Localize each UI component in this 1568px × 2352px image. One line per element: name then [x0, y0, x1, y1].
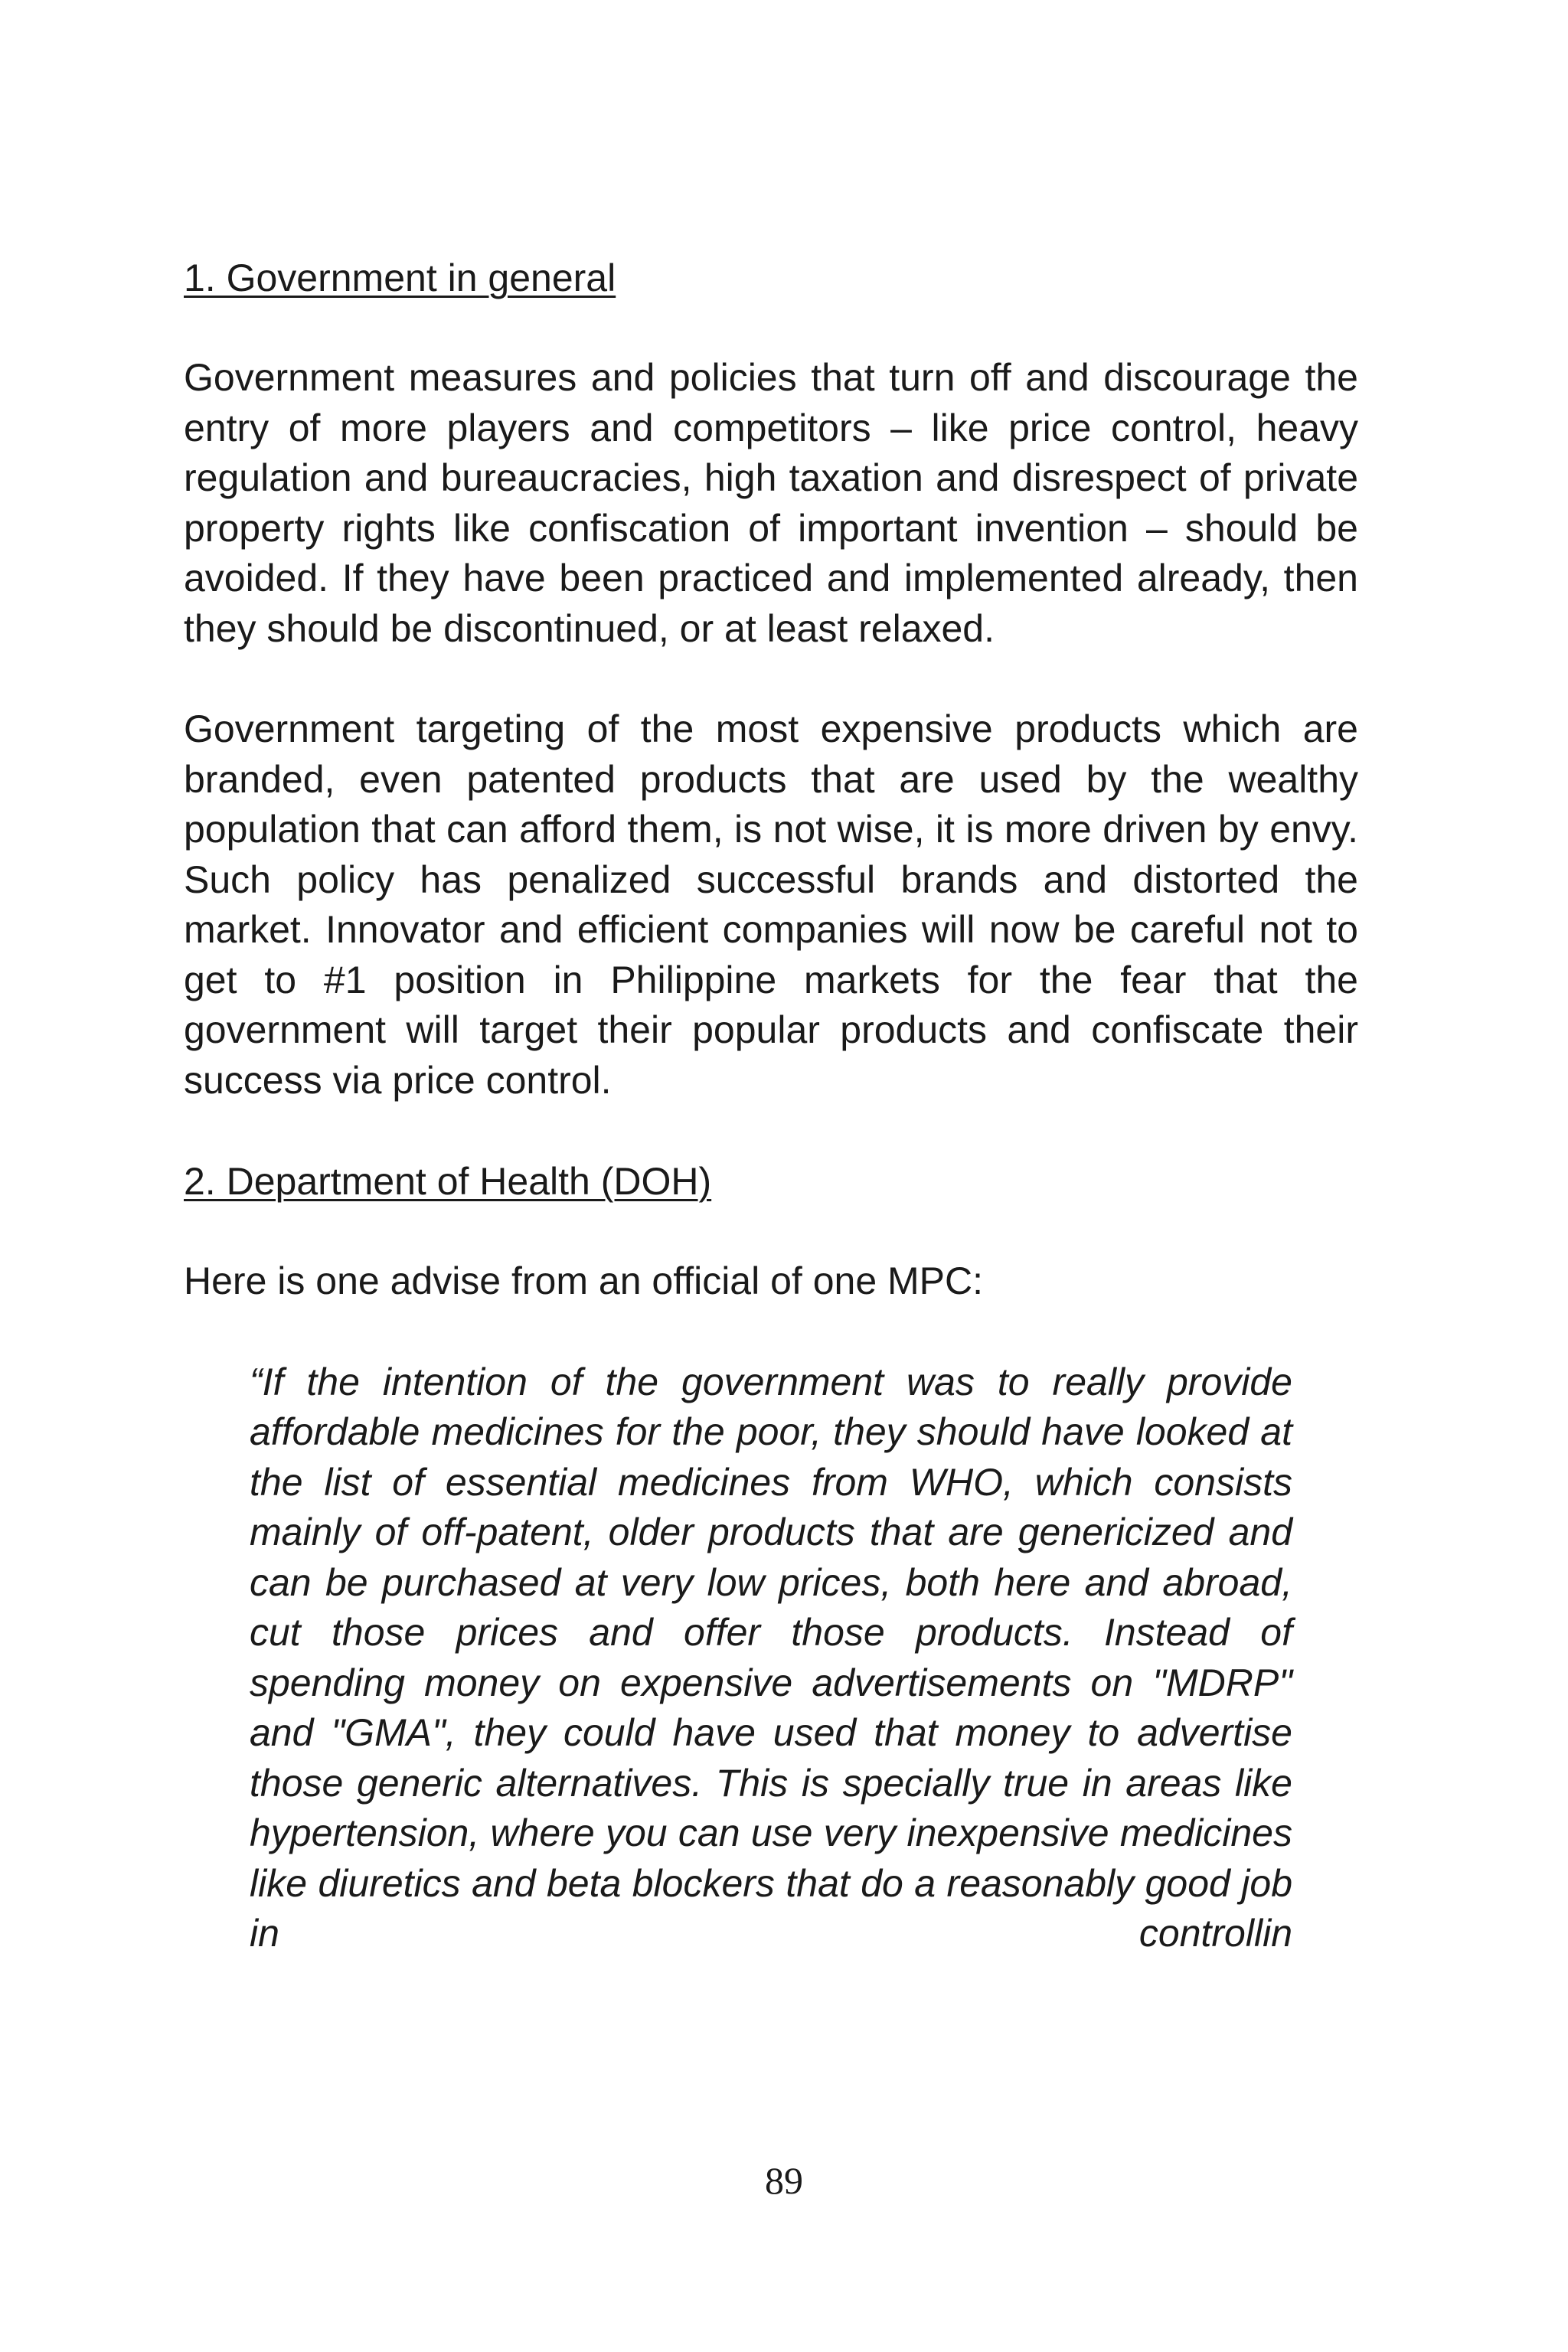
page-number: 89	[765, 2159, 803, 2202]
section-heading-doh: 2. Department of Health (DOH)	[184, 1160, 712, 1203]
block-quote: “If the intention of the government was to really provide affordable medicines for the poor, they should have looked at the list of essential medicines from WHO, which consists mainly of off-patent, older products that are genericized and can be purchased at very low prices, both here and abroad, cut those prices and offer those products. Instead of spending money on expensive advertisements on "MDRP" and "GMA", they could have used that money to advertise those generic alternatives. This is specially true in areas like hypertension, where you can use very inexpensive medicines like diuretics and beta blockers that do a reasonably good job in controllin	[250, 1360, 1292, 1955]
paragraph-government-measures: Government measures and policies that turn off and discourage the entry of more players and competitors – like price control, heavy regulation and bureaucracies, high taxation and disrespect of private property rights like confiscation of important invention – should be avoided. If they have been practiced and implemented already, then they should be discontinued, or at least relaxed.	[184, 356, 1358, 650]
page-content	[184, 253, 1358, 1959]
paragraph-government-targeting: Government targeting of the most expensive products which are branded, even patented products that are used by the wealthy population that can afford them, is not wise, it is more driven by envy. Such policy has penalized successful brands and distorted the market. Innovator and efficient companies will now be careful not to get to #1 position in Philippine markets for the fear that the government will target their popular products and confiscate their success via price control.	[184, 707, 1358, 1102]
section-heading-government: 1. Government in general	[184, 256, 616, 299]
paragraph-doh-intro: Here is one advise from an official of one MPC:	[184, 1259, 984, 1302]
